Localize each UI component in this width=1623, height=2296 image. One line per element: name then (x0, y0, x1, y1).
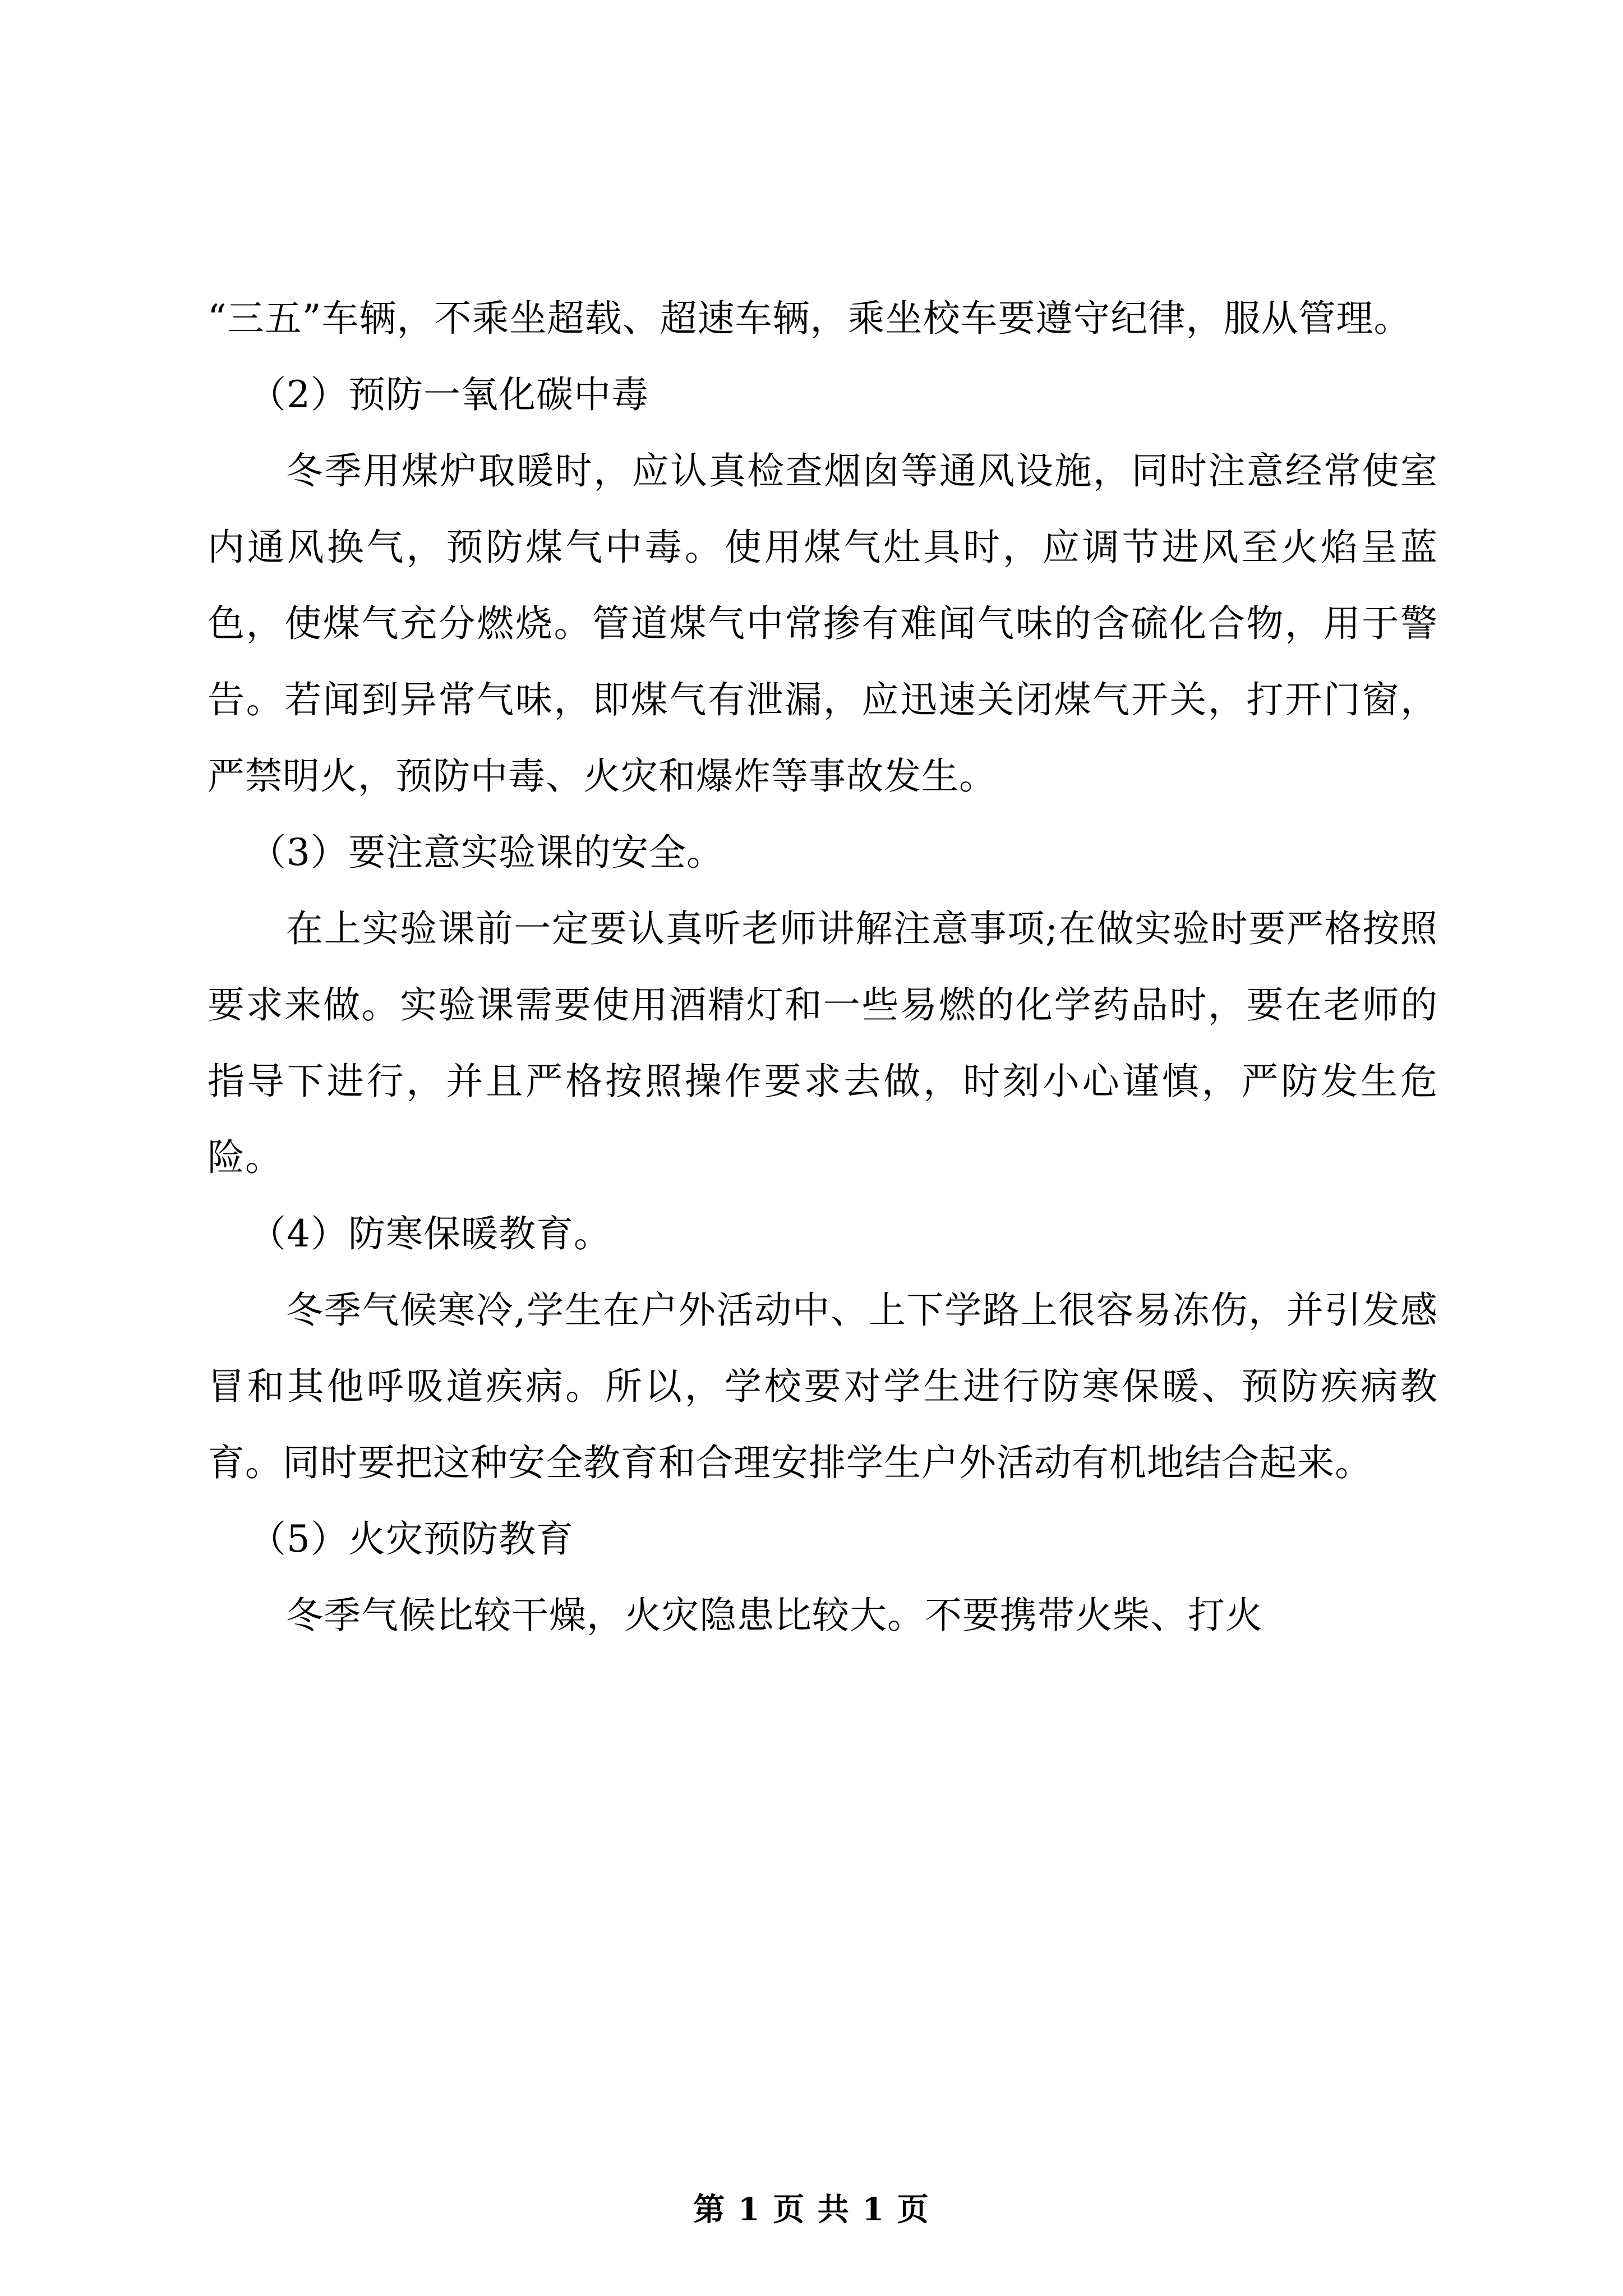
paragraph-heading-2: （2）预防一氧化碳中毒 (249, 373, 649, 416)
paragraph-body-3: 在上实验课前一定要认真听老师讲解注意事项;在做实验时要严格按照要求来做。实验课需要使用酒精灯和一些易燃的化学药品时，要在老师的指导下进行，并且严格按照操作要求去做，时刻小心谨慎，严防发生危险。 (208, 907, 1438, 1179)
page-footer: 第 1 页 共 1 页 (693, 2191, 930, 2228)
paragraph-heading-5: （5）火灾预防教育 (249, 1517, 574, 1561)
document-body (208, 280, 1438, 1654)
paragraph-heading-3: （3）要注意实验课的安全。 (249, 831, 724, 874)
paragraph-body-2: 冬季用煤炉取暖时，应认真检查烟囱等通风设施，同时注意经常使室内通风换气，预防煤气中毒。使用煤气灶具时，应调节进风至火焰呈蓝色，使煤气充分燃烧。管道煤气中常掺有难闻气味的含硫化合物，用于警告。若闻到异常气味，即煤气有泄漏，应迅速关闭煤气开关，打开门窗，严禁明火，预防中毒、火灾和爆炸等事故发生。 (208, 449, 1438, 798)
paragraph-continued-traffic: “三五”车辆，不乘坐超载、超速车辆，乘坐校车要遵守纪律，服从管理。 (208, 297, 1412, 340)
paragraph-heading-4: （4）防寒保暖教育。 (249, 1212, 611, 1255)
paragraph-body-5: 冬季气候比较干燥，火灾隐患比较大。不要携带火柴、打火 (286, 1594, 1263, 1637)
paragraph-body-4: 冬季气候寒冷,学生在户外活动中、上下学路上很容易冻伤，并引发感冒和其他呼吸道疾病。所以，学校要对学生进行防寒保暖、预防疾病教育。同时要把这种安全教育和合理安排学生户外活动有机地结合起来。 (208, 1289, 1438, 1484)
